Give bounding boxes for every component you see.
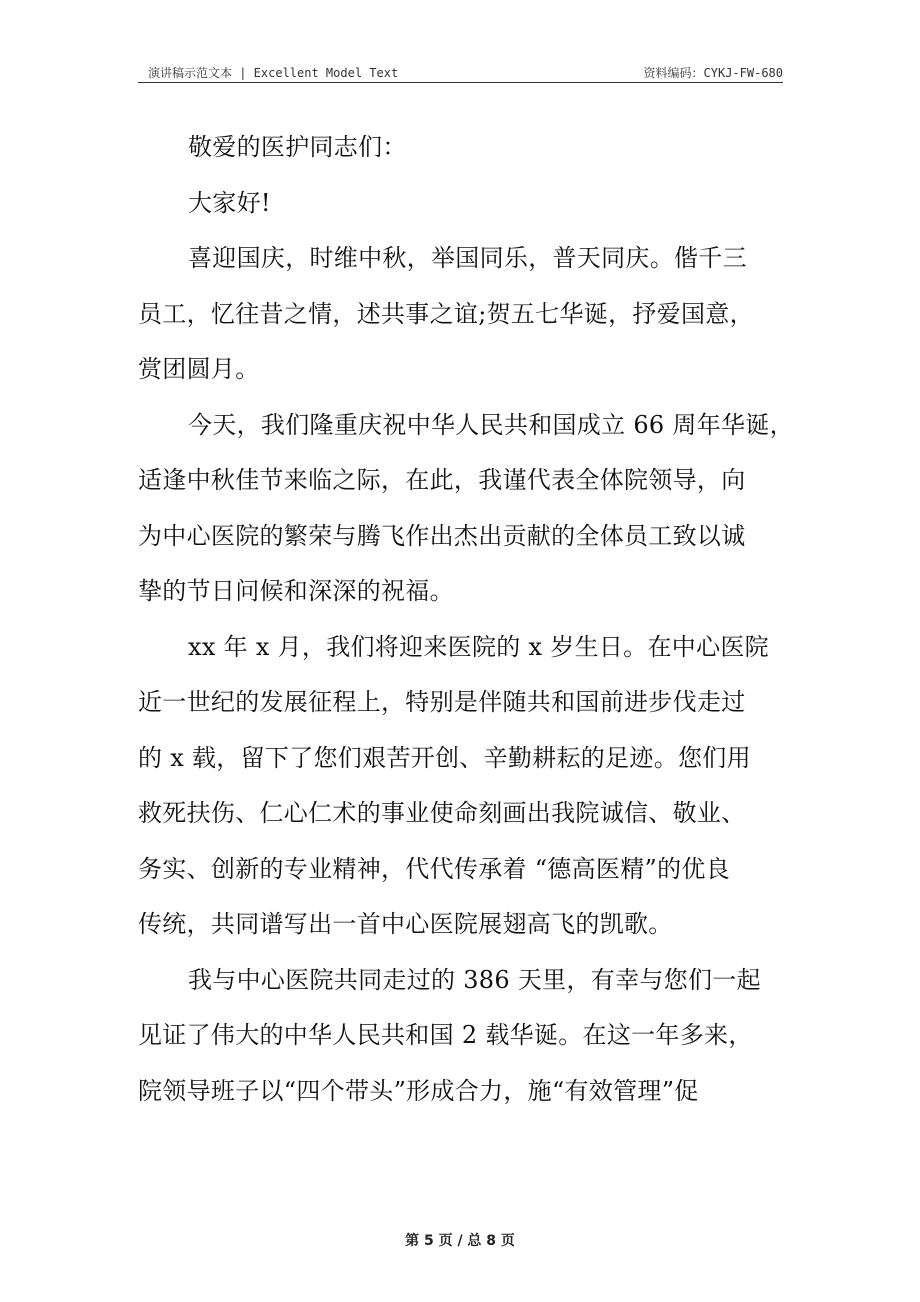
paragraph-2-line-3: 为中心医院的繁荣与腾飞作出杰出贡献的全体员工致以诚 <box>138 521 746 550</box>
paragraph-1-line-1: 喜迎国庆，时维中秋，举国同乐，普天同庆。偕千三 <box>188 244 747 272</box>
paragraph-3-line-1: xx 年 x 月，我们将迎来医院的 x 岁生日。在中心医院 <box>188 632 769 661</box>
greeting: 大家好! <box>188 188 271 217</box>
salutation: 敬爱的医护同志们： <box>188 133 407 161</box>
paragraph-3-line-5: 务实、创新的专业精神，代代传承着 “德高医精”的优良 <box>138 854 730 883</box>
paragraph-1-line-3: 赏团圆月。 <box>138 355 260 383</box>
document-code: 资料编码：CYKJ-FW-680 <box>643 66 783 80</box>
paragraph-3-line-3: 的 x 载，留下了您们艰苦开创、辛勤耕耘的足迹。您们用 <box>138 743 751 772</box>
paragraph-3-line-6: 传统，共同谱写出一首中心医院展翅高飞的凯歌。 <box>138 910 673 938</box>
paragraph-4-line-2: 见证了伟大的中华人民共和国 2 载华诞。在这一年多来， <box>138 1021 753 1049</box>
paragraph-1-line-2: 员工，忆往昔之情，述共事之谊;贺五七华诞，抒爱国意， <box>138 299 754 328</box>
page-number: 第 5 页 / 总 8 页 <box>405 1233 515 1249</box>
paragraph-3-line-4: 救死扶伤、仁心仁术的事业使命刻画出我院诚信、敬业、 <box>138 799 746 827</box>
paragraph-2-line-2: 适逢中秋佳节来临之际，在此，我谨代表全体院领导，向 <box>138 466 746 494</box>
paragraph-4-line-1: 我与中心医院共同走过的 386 天里，有幸与您们一起 <box>188 965 761 994</box>
document-body <box>138 125 794 1124</box>
paragraph-4-line-3: 院领导班子以“四个带头”形成合力，施“有效管理”促 <box>138 1076 699 1105</box>
paragraph-3-line-2: 近一世纪的发展征程上，特别是伴随共和国前进步伐走过 <box>138 688 746 716</box>
paragraph-2-line-1: 今天，我们隆重庆祝中华人民共和国成立 66 周年华诞， <box>188 410 794 439</box>
paragraph-2-line-4: 挚的节日问候和深深的祝福。 <box>138 577 454 605</box>
page-header <box>138 60 783 83</box>
header-title: 演讲稿示范文本 | Excellent Model Text <box>148 66 399 80</box>
